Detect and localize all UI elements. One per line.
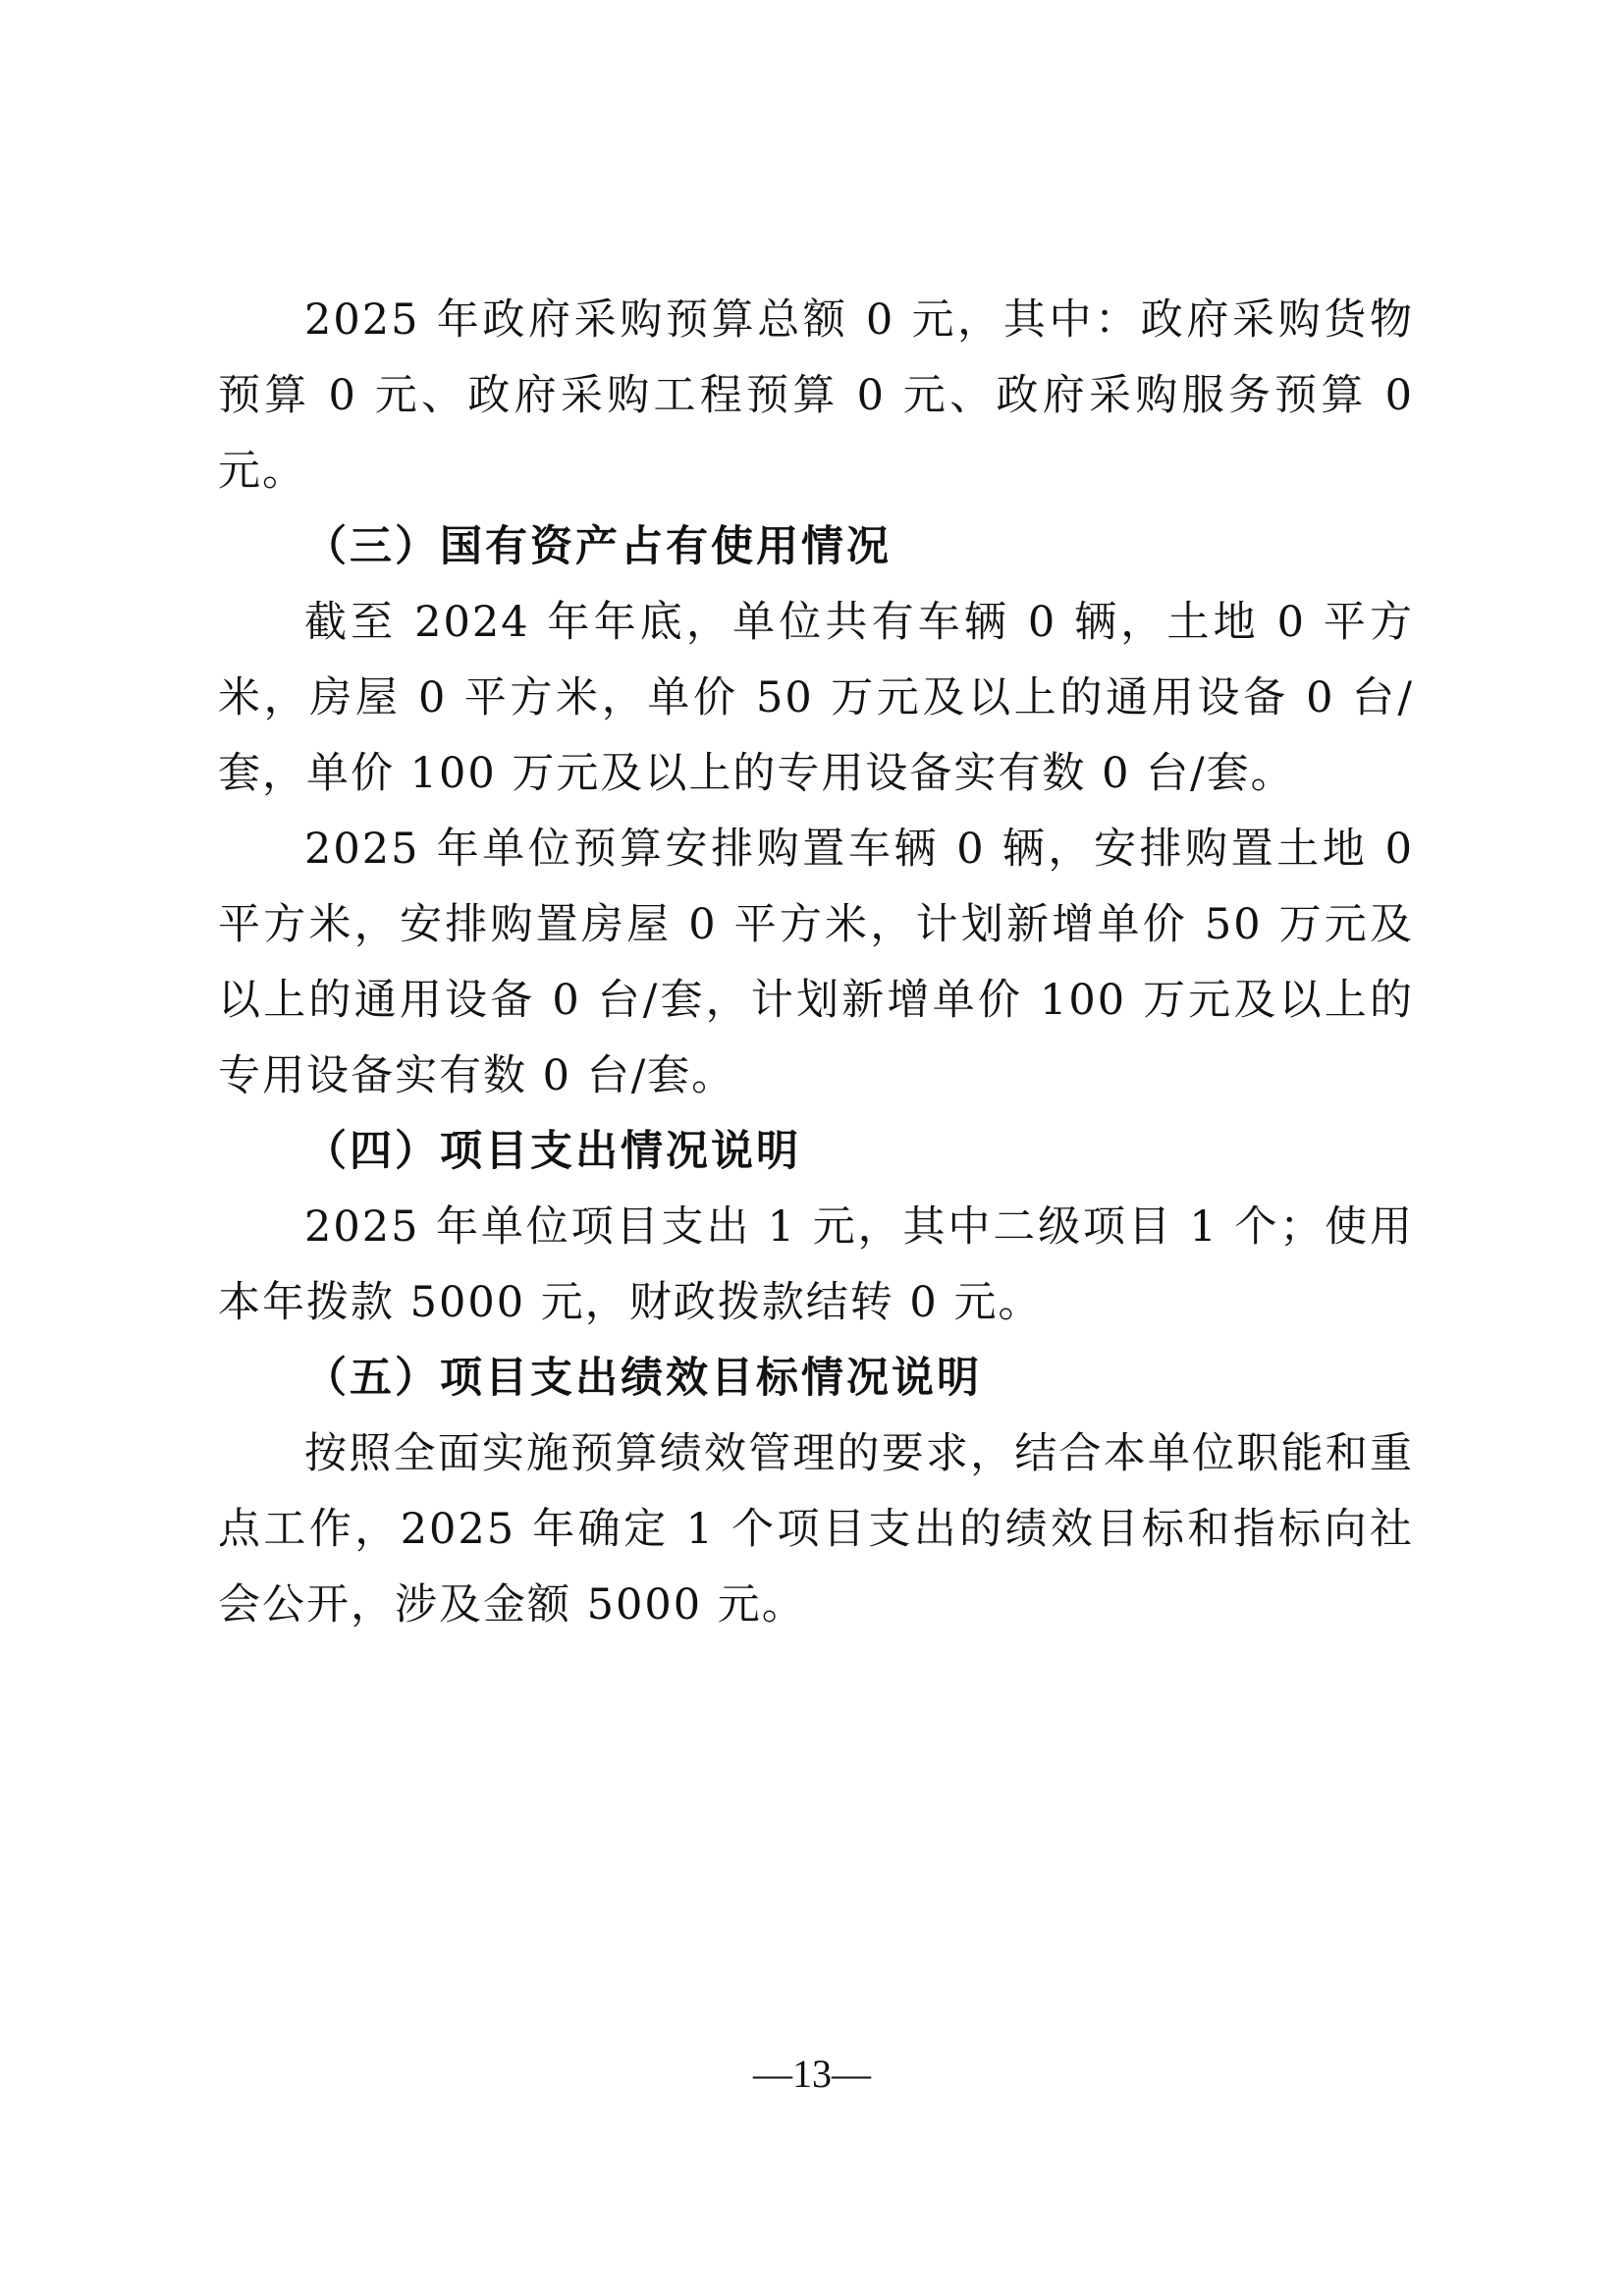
paragraph-assets-held: 截至 2024 年年底，单位共有车辆 0 辆，土地 0 平方米，房屋 0 平方米，单价 50 万元及以上的通用设备 0 台/套，单价 100 万元及以上的专用设备实有数 0 台/套。 (218, 598, 1414, 798)
heading-performance-targets: （五）项目支出绩效目标情况说明 (304, 1354, 982, 1403)
page-number: —13— (753, 2052, 871, 2096)
heading-project-expenditure: （四）项目支出情况说明 (304, 1127, 801, 1176)
page-body (218, 283, 1414, 1643)
paragraph-assets-planned: 2025 年单位预算安排购置车辆 0 辆，安排购置土地 0 平方米，安排购置房屋 0 平方米，计划新增单价 50 万元及以上的通用设备 0 台/套，计划新增单价 100 万元及以上的专用设备实有数 0 台/套。 (218, 825, 1414, 1100)
paragraph-performance-targets: 按照全面实施预算绩效管理的要求，结合本单位职能和重点工作，2025 年确定 1 个项目支出的绩效目标和指标向社会公开，涉及金额 5000 元。 (218, 1429, 1414, 1629)
paragraph-project-expenditure: 2025 年单位项目支出 1 元，其中二级项目 1 个；使用本年拨款 5000 元，财政拨款结转 0 元。 (218, 1202, 1414, 1327)
paragraph-procurement-budget: 2025 年政府采购预算总额 0 元，其中：政府采购货物预算 0 元、政府采购工程预算 0 元、政府采购服务预算 0 元。 (218, 295, 1414, 496)
heading-state-assets: （三）国有资产占有使用情况 (304, 522, 892, 571)
